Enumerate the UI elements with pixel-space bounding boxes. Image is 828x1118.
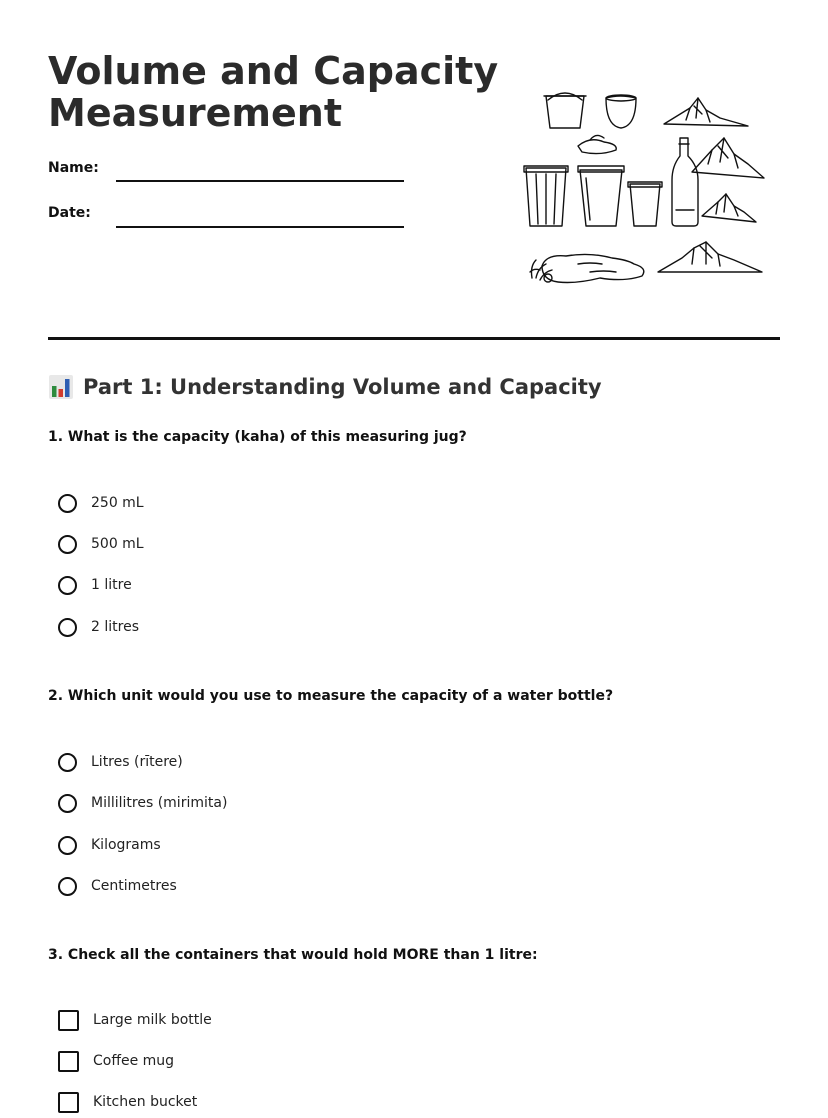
- radio-button[interactable]: [58, 576, 77, 595]
- part1-heading-text: Part 1: Understanding Volume and Capacity: [83, 375, 602, 399]
- option-label: 1 litre: [91, 577, 132, 593]
- option-label: Litres (rītere): [91, 754, 183, 770]
- question-1: 1. What is the capacity (kaha) of this measuring jug?: [48, 429, 467, 445]
- q2-option-2[interactable]: [58, 791, 227, 815]
- q3-option-1[interactable]: [58, 1008, 212, 1032]
- radio-button[interactable]: [58, 618, 77, 637]
- checkbox[interactable]: [58, 1051, 79, 1072]
- paper-cup-icon: [578, 166, 624, 226]
- radio-button[interactable]: [58, 535, 77, 554]
- bar-chart-icon: [48, 374, 74, 400]
- name-label: Name:: [48, 160, 99, 176]
- q1-option-1[interactable]: [58, 491, 144, 515]
- glass-icon: [628, 182, 662, 226]
- question-3: 3. Check all the containers that would hold MORE than 1 litre:: [48, 947, 538, 963]
- radio-button[interactable]: [58, 753, 77, 772]
- q2-option-3[interactable]: [58, 833, 161, 857]
- title-line-1: Volume and Capacity: [48, 49, 499, 93]
- mountain-icon: [692, 138, 764, 178]
- option-label: Large milk bottle: [93, 1012, 212, 1028]
- q3-option-3[interactable]: [58, 1090, 197, 1114]
- part1-heading: [48, 374, 602, 400]
- question-2: 2. Which unit would you use to measure the capacity of a water bottle?: [48, 688, 614, 704]
- date-field[interactable]: [116, 226, 404, 228]
- q1-option-2[interactable]: [58, 532, 144, 556]
- radio-button[interactable]: [58, 794, 77, 813]
- section-divider: [48, 337, 780, 340]
- date-label: Date:: [48, 205, 91, 221]
- option-label: 2 litres: [91, 619, 139, 635]
- option-label: 250 mL: [91, 495, 144, 511]
- option-label: Millilitres (mirimita): [91, 795, 228, 811]
- option-label: 500 mL: [91, 536, 144, 552]
- radio-button[interactable]: [58, 836, 77, 855]
- option-label: Centimetres: [91, 878, 177, 894]
- worksheet-title: [48, 50, 508, 134]
- mountain-icon: [664, 98, 748, 126]
- containers-illustration: [520, 88, 770, 293]
- bowl-icon: [606, 95, 636, 128]
- spill-icon: [578, 135, 616, 153]
- bottle-icon: [672, 138, 698, 226]
- mountain-icon: [658, 242, 762, 272]
- title-line-2: Measurement: [48, 91, 342, 135]
- bucket-icon: [544, 93, 586, 128]
- option-label: Kitchen bucket: [93, 1094, 198, 1110]
- radio-button[interactable]: [58, 877, 77, 896]
- q2-option-4[interactable]: [58, 874, 177, 898]
- q3-option-2[interactable]: [58, 1049, 174, 1073]
- q1-option-4[interactable]: [58, 615, 139, 639]
- option-label: Kilograms: [91, 837, 161, 853]
- q2-option-1[interactable]: [58, 750, 183, 774]
- mountain-icon: [702, 194, 756, 222]
- option-label: Coffee mug: [93, 1053, 175, 1069]
- puddle-icon: [530, 254, 644, 282]
- q1-option-3[interactable]: [58, 573, 132, 597]
- checkbox[interactable]: [58, 1010, 79, 1031]
- name-field[interactable]: [116, 180, 404, 182]
- striped-glass-icon: [524, 166, 568, 226]
- radio-button[interactable]: [58, 494, 77, 513]
- checkbox[interactable]: [58, 1092, 79, 1113]
